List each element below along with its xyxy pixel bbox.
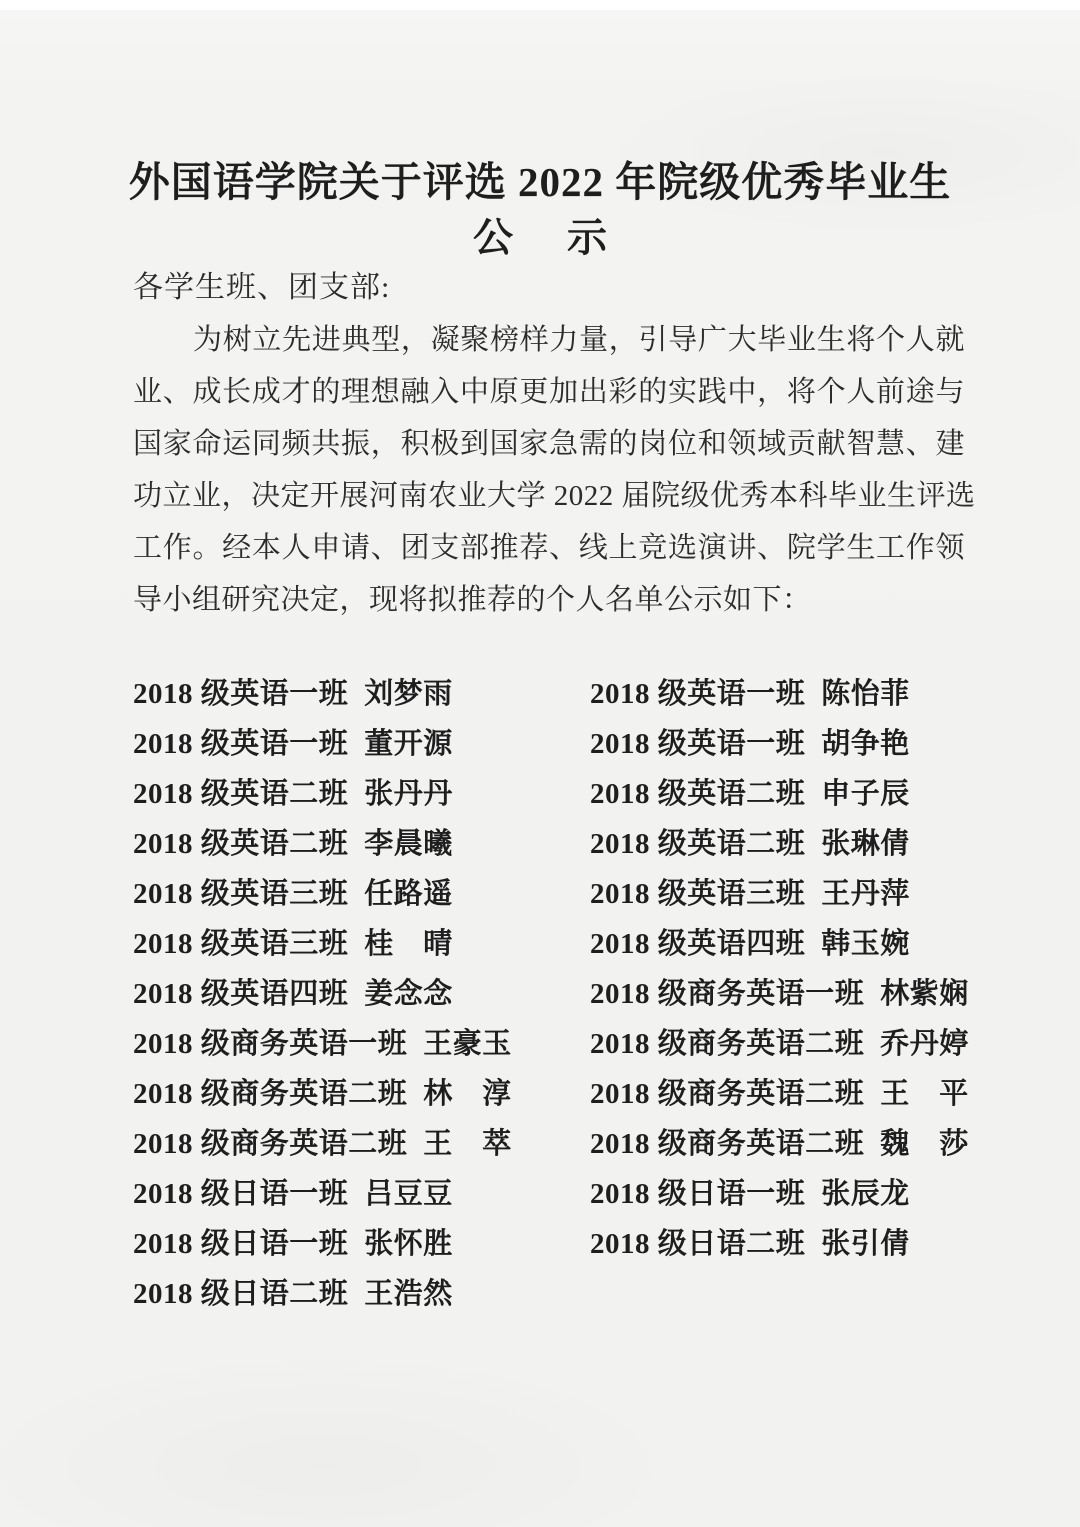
class-label: 2018 级商务英语二班 — [133, 1128, 408, 1160]
page-title: 外国语学院关于评选 2022 年院级优秀毕业生 — [128, 159, 952, 205]
student-name: 王 萃 — [423, 1128, 512, 1160]
roster-entry — [133, 769, 590, 819]
class-label: 2018 级商务英语二班 — [590, 1028, 865, 1060]
student-name: 韩玉婉 — [821, 928, 910, 960]
student-name: 陈怡菲 — [821, 678, 910, 710]
student-name: 申子辰 — [821, 778, 910, 810]
roster-entry — [590, 669, 1020, 719]
class-label: 2018 级英语二班 — [133, 828, 349, 860]
scan-edge — [0, 0, 1080, 10]
class-label: 2018 级日语一班 — [133, 1178, 349, 1210]
paragraph-line: 工作。经本人申请、团支部推荐、线上竞选演讲、院学生工作领 — [133, 532, 965, 564]
class-label: 2018 级日语二班 — [133, 1278, 349, 1310]
student-name: 李晨曦 — [364, 828, 453, 860]
roster-entry — [590, 1219, 1020, 1269]
subtitle-char-left: 公 — [473, 215, 513, 260]
roster-entry — [133, 819, 590, 869]
student-name: 魏 莎 — [880, 1128, 969, 1160]
class-label: 2018 级英语一班 — [590, 678, 806, 710]
class-label: 2018 级英语二班 — [590, 828, 806, 860]
salutation: 各学生班、团支部: — [133, 271, 391, 304]
paragraph-line: 功立业，决定开展河南农业大学 2022 届院级优秀本科毕业生评选 — [133, 480, 976, 512]
roster-entry — [133, 1069, 590, 1119]
student-name: 刘梦雨 — [364, 678, 453, 710]
paragraph-line: 导小组研究决定，现将拟推荐的个人名单公示如下： — [133, 584, 812, 616]
student-name: 林紫娴 — [880, 978, 969, 1010]
class-label: 2018 级英语三班 — [133, 928, 349, 960]
student-name: 王 平 — [880, 1078, 969, 1110]
subtitle-char-right: 示 — [567, 215, 607, 260]
student-name: 任路遥 — [364, 878, 453, 910]
roster-entry — [590, 919, 1020, 969]
roster-entry — [133, 719, 590, 769]
student-name: 董开源 — [364, 728, 453, 760]
paragraph-line: 业、成长成才的理想融入中原更加出彩的实践中，将个人前途与 — [133, 376, 965, 408]
paragraph-line: 为树立先进典型，凝聚榜样力量，引导广大毕业生将个人就 — [193, 324, 965, 356]
class-label: 2018 级英语二班 — [133, 778, 349, 810]
student-name: 张引倩 — [821, 1228, 910, 1260]
class-label: 2018 级商务英语一班 — [133, 1028, 408, 1060]
roster-column-right — [590, 669, 1020, 1319]
roster-entry — [590, 819, 1020, 869]
class-label: 2018 级商务英语二班 — [133, 1078, 408, 1110]
class-label: 2018 级英语四班 — [133, 978, 349, 1010]
student-name: 王浩然 — [364, 1278, 453, 1310]
roster-entry — [590, 719, 1020, 769]
roster-entry — [590, 969, 1020, 1019]
roster-entry — [590, 869, 1020, 919]
student-name: 张琳倩 — [821, 828, 910, 860]
student-name: 王丹萍 — [821, 878, 910, 910]
class-label: 2018 级英语一班 — [133, 678, 349, 710]
roster-entry — [590, 1169, 1020, 1219]
roster-entry — [590, 1019, 1020, 1069]
student-name: 张怀胜 — [364, 1228, 453, 1260]
class-label: 2018 级商务英语二班 — [590, 1078, 865, 1110]
class-label: 2018 级日语一班 — [133, 1228, 349, 1260]
student-name: 姜念念 — [364, 978, 453, 1010]
class-label: 2018 级英语一班 — [590, 728, 806, 760]
class-label: 2018 级商务英语一班 — [590, 978, 865, 1010]
student-name: 王豪玉 — [423, 1028, 512, 1060]
class-label: 2018 级英语一班 — [133, 728, 349, 760]
roster-entry — [133, 1169, 590, 1219]
class-label: 2018 级英语三班 — [133, 878, 349, 910]
student-name: 张丹丹 — [364, 778, 453, 810]
paragraph-line: 国家命运同频共振，积极到国家急需的岗位和领域贡献智慧、建 — [133, 428, 965, 460]
student-name: 乔丹婷 — [880, 1028, 969, 1060]
page-subtitle — [0, 214, 1080, 262]
roster-entry — [133, 1269, 590, 1319]
class-label: 2018 级商务英语二班 — [590, 1128, 865, 1160]
class-label: 2018 级日语一班 — [590, 1178, 806, 1210]
roster-column-left — [133, 669, 590, 1319]
roster-entry — [133, 969, 590, 1019]
class-label: 2018 级日语二班 — [590, 1228, 806, 1260]
roster-entry — [590, 1069, 1020, 1119]
roster-entry — [133, 1119, 590, 1169]
class-label: 2018 级英语四班 — [590, 928, 806, 960]
student-name: 林 淳 — [423, 1078, 512, 1110]
class-label: 2018 级英语三班 — [590, 878, 806, 910]
roster-entry — [133, 669, 590, 719]
student-name: 张辰龙 — [821, 1178, 910, 1210]
roster-entry — [590, 769, 1020, 819]
roster — [133, 669, 1020, 1319]
student-name: 桂 晴 — [364, 928, 453, 960]
student-name: 胡争艳 — [821, 728, 910, 760]
body-paragraph — [133, 314, 976, 626]
roster-entry — [590, 1119, 1020, 1169]
student-name: 吕豆豆 — [364, 1178, 453, 1210]
roster-entry — [133, 869, 590, 919]
class-label: 2018 级英语二班 — [590, 778, 806, 810]
roster-entry — [133, 919, 590, 969]
roster-entry — [133, 1019, 590, 1069]
roster-entry — [133, 1219, 590, 1269]
